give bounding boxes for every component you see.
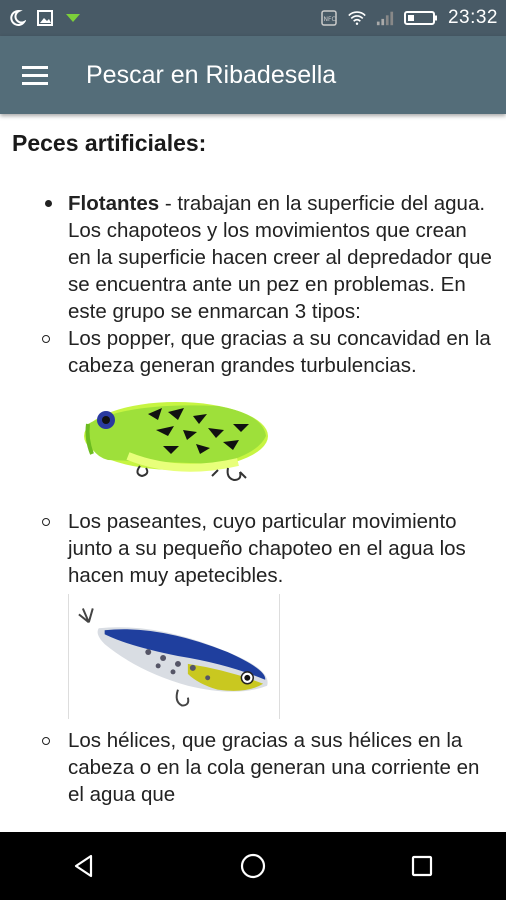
moon-icon	[8, 9, 26, 27]
sublist-item-text: Los popper, que gracias a su concavidad en la cabeza generan grandes turbulencias.	[68, 327, 491, 377]
sublist-item-text: Los paseantes, cuyo particular movimiento junto a su pequeño chapoteo en el agua los hacen muy apetecibles.	[68, 510, 466, 587]
list-item-flotantes	[12, 190, 494, 325]
walker-lure-image	[68, 594, 280, 719]
svg-text:NFC: NFC	[323, 16, 336, 23]
item-bold-term: Flotantes	[68, 192, 160, 215]
recents-icon[interactable]	[392, 836, 452, 896]
wifi-icon	[348, 9, 366, 27]
spacer	[68, 719, 494, 727]
nfc-icon	[320, 9, 338, 27]
bullet-dot	[45, 200, 52, 207]
article-content[interactable]	[0, 114, 506, 832]
status-right-icons	[320, 7, 498, 29]
sublist	[12, 325, 494, 808]
back-icon[interactable]	[54, 836, 114, 896]
section-title: Peces artificiales:	[12, 130, 207, 156]
sublist-item-paseantes	[68, 508, 494, 589]
app-title: Pescar en Ribadesella	[86, 60, 337, 89]
signal-icon	[376, 9, 394, 27]
battery-icon	[404, 9, 438, 27]
navigation-bar	[0, 832, 506, 900]
circle-bullet	[42, 518, 50, 526]
circle-bullet	[42, 737, 50, 745]
download-arrow-icon	[64, 9, 82, 27]
status-bar	[0, 0, 506, 36]
popper-lure-image	[68, 384, 273, 492]
hamburger-menu-icon[interactable]	[22, 55, 62, 95]
sublist-item-helices	[68, 727, 494, 808]
home-icon[interactable]	[223, 836, 283, 896]
status-left-icons	[8, 9, 82, 27]
status-time: 23:32	[447, 7, 498, 28]
circle-bullet	[42, 335, 50, 343]
item-description: - trabajan en la superficie del agua. Los chapoteos y los movimientos que crean en la superficie hacen creer al depredador que se encuentra ante un pez en problemas. En este grupo se enmarcan 3 tipos:	[68, 192, 492, 323]
image-icon	[36, 9, 54, 27]
spacer	[68, 492, 494, 508]
app-bar	[0, 36, 506, 114]
sublist-item-text: Los hélices, que gracias a sus hélices en la cabeza o en la cola generan una corriente en el agua que	[68, 729, 480, 806]
sublist-item-popper	[68, 325, 494, 379]
